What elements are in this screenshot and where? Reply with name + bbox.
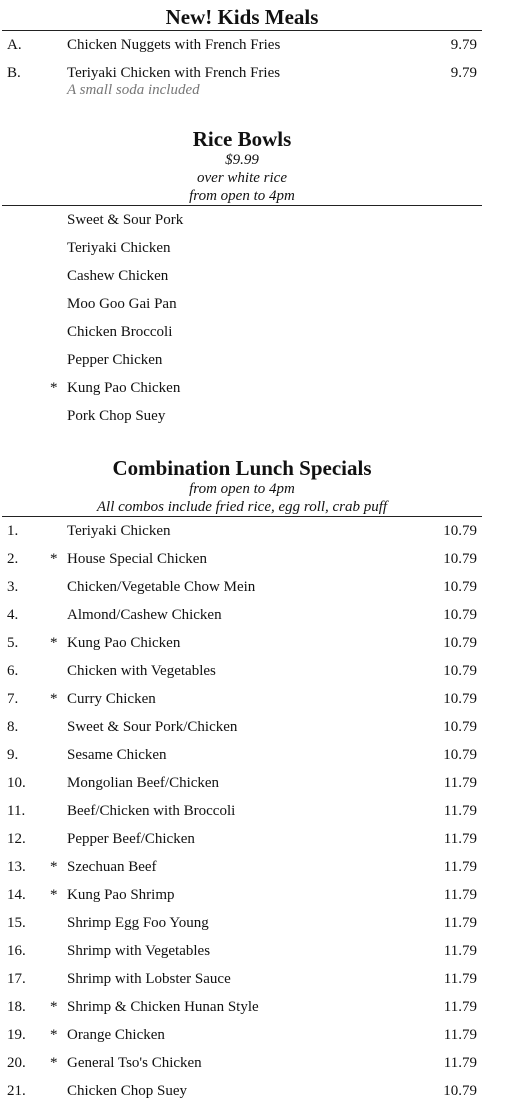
combo-title: Combination Lunch Specials: [112, 456, 372, 480]
item-price: 10.79: [443, 551, 477, 567]
item-name: Pork Chop Suey: [67, 408, 166, 424]
combo-subtitle-includes: All combos include fried rice, egg roll, crab puff: [96, 499, 388, 515]
item-number: A.: [7, 37, 22, 53]
item-name: House Special Chicken: [67, 551, 207, 567]
menu-item-row: [2, 853, 482, 881]
item-number: 21.: [7, 1083, 26, 1099]
item-price: 10.79: [443, 747, 477, 763]
menu-item-row: [2, 769, 482, 797]
item-name: Kung Pao Shrimp: [67, 887, 175, 903]
item-number: 19.: [7, 1027, 26, 1043]
item-price: 10.79: [443, 607, 477, 623]
item-name: General Tso's Chicken: [67, 1055, 202, 1071]
item-price: 11.79: [443, 999, 477, 1015]
spicy-marker: *: [50, 887, 58, 903]
kids-meals-note: A small soda included: [67, 82, 200, 98]
rice-bowls-subtitle-rice: over white rice: [197, 170, 287, 186]
item-name: Shrimp & Chicken Hunan Style: [67, 999, 259, 1015]
item-number: 7.: [7, 691, 19, 707]
item-name: Beef/Chicken with Broccoli: [67, 803, 236, 819]
item-name: Kung Pao Chicken: [67, 635, 181, 651]
item-number: 5.: [7, 635, 19, 651]
item-name: Shrimp with Vegetables: [67, 943, 211, 959]
item-number: 18.: [7, 999, 26, 1015]
menu-item-row: [2, 262, 482, 290]
menu-item-row: [2, 1077, 482, 1105]
item-number: 9.: [7, 747, 19, 763]
item-number: 3.: [7, 579, 19, 595]
menu-item-row: [2, 685, 482, 713]
rice-bowls-title: Rice Bowls: [192, 127, 292, 151]
item-number: 6.: [7, 663, 19, 679]
item-name: Mongolian Beef/Chicken: [67, 775, 220, 791]
item-number: 16.: [7, 943, 26, 959]
spicy-marker: *: [50, 999, 58, 1015]
menu-item-row: [2, 657, 482, 685]
menu-item-row: [2, 1049, 482, 1077]
item-name: Chicken Broccoli: [67, 324, 173, 340]
item-name: Teriyaki Chicken with French Fries: [67, 65, 281, 81]
kids-meals-section: [2, 0, 482, 99]
item-name: Orange Chicken: [67, 1027, 165, 1043]
menu-item-row: [2, 374, 482, 402]
item-name: Almond/Cashew Chicken: [67, 607, 222, 623]
item-number: 14.: [7, 887, 26, 903]
spicy-marker: *: [50, 1055, 58, 1071]
item-number: 11.: [7, 803, 26, 819]
menu-item-row: [2, 573, 482, 601]
menu-item-row: [2, 346, 482, 374]
menu-item-row: [2, 993, 482, 1021]
item-name: Cashew Chicken: [67, 268, 169, 284]
menu-item-row: [2, 741, 482, 769]
item-number: 4.: [7, 607, 19, 623]
menu-item-row: [2, 909, 482, 937]
item-number: 2.: [7, 551, 19, 567]
item-number: B.: [7, 65, 21, 81]
item-price: 10.79: [443, 719, 477, 735]
spicy-marker: *: [50, 859, 58, 875]
combo-subtitle-hours: from open to 4pm: [189, 481, 295, 497]
menu-item-row: [2, 402, 482, 430]
item-name: Teriyaki Chicken: [67, 523, 171, 539]
rice-bowls-price: $9.99: [225, 152, 259, 168]
menu-item-row: [2, 825, 482, 853]
item-price: 11.79: [443, 1055, 477, 1071]
menu-item-row: [2, 881, 482, 909]
menu-item-row: [2, 937, 482, 965]
menu-item-row: [2, 1021, 482, 1049]
item-name: Curry Chicken: [67, 691, 156, 707]
item-price: 11.79: [443, 971, 477, 987]
kids-meals-title: New! Kids Meals: [165, 5, 319, 29]
item-price: 11.79: [443, 831, 477, 847]
menu-item-row: [2, 517, 482, 545]
menu-item-row: [2, 545, 482, 573]
item-name: Sesame Chicken: [67, 747, 167, 763]
spicy-marker: *: [50, 691, 58, 707]
item-name: Chicken Nuggets with French Fries: [67, 37, 281, 53]
combo-section: [2, 430, 482, 1105]
item-price: 10.79: [443, 691, 477, 707]
spicy-marker: *: [50, 635, 58, 651]
item-name: Teriyaki Chicken: [67, 240, 171, 256]
item-number: 8.: [7, 719, 19, 735]
menu-item-row: [2, 601, 482, 629]
item-price: 11.79: [443, 775, 477, 791]
item-name: Shrimp with Lobster Sauce: [67, 971, 231, 987]
item-price: 9.79: [450, 37, 477, 53]
item-price: 11.79: [443, 803, 477, 819]
item-name: Pepper Beef/Chicken: [67, 831, 195, 847]
spicy-marker: *: [50, 380, 58, 396]
item-name: Chicken with Vegetables: [67, 663, 216, 679]
item-price: 10.79: [443, 635, 477, 651]
item-price: 10.79: [443, 663, 477, 679]
item-number: 17.: [7, 971, 26, 987]
item-price: 11.79: [443, 1027, 477, 1043]
item-number: 10.: [7, 775, 26, 791]
menu-item-row: [2, 290, 482, 318]
item-name: Chicken Chop Suey: [67, 1083, 187, 1099]
item-number: 15.: [7, 915, 26, 931]
item-number: 20.: [7, 1055, 26, 1071]
rice-bowls-list: [2, 206, 482, 430]
item-name: Szechuan Beef: [67, 859, 157, 875]
item-name: Kung Pao Chicken: [67, 380, 181, 396]
spicy-marker: *: [50, 551, 58, 567]
rice-bowls-subtitle-hours: from open to 4pm: [189, 188, 295, 204]
item-number: 13.: [7, 859, 26, 875]
menu-item-row: [2, 206, 482, 234]
item-price: 10.79: [443, 1083, 477, 1099]
menu-item-row: [2, 234, 482, 262]
item-price: 11.79: [443, 915, 477, 931]
item-name: Shrimp Egg Foo Young: [67, 915, 209, 931]
item-name: Moo Goo Gai Pan: [67, 296, 177, 312]
item-price: 10.79: [443, 579, 477, 595]
item-price: 11.79: [443, 859, 477, 875]
spicy-marker: *: [50, 1027, 58, 1043]
combo-list: [2, 517, 482, 1105]
item-price: 11.79: [443, 887, 477, 903]
item-number: 12.: [7, 831, 26, 847]
item-price: 11.79: [443, 943, 477, 959]
rice-bowls-section: [2, 99, 482, 430]
item-name: Pepper Chicken: [67, 352, 163, 368]
item-name: Sweet & Sour Pork/Chicken: [67, 719, 238, 735]
item-name: Chicken/Vegetable Chow Mein: [67, 579, 256, 595]
item-price: 9.79: [450, 65, 477, 81]
kids-meals-list: [2, 31, 482, 87]
menu-item-row: [2, 31, 482, 59]
item-number: 1.: [7, 523, 19, 539]
menu-item-row: [2, 629, 482, 657]
menu-item-row: [2, 965, 482, 993]
menu: [2, 0, 482, 1105]
item-name: Sweet & Sour Pork: [67, 212, 184, 228]
menu-item-row: [2, 318, 482, 346]
menu-item-row: [2, 797, 482, 825]
item-price: 10.79: [443, 523, 477, 539]
menu-item-row: [2, 713, 482, 741]
